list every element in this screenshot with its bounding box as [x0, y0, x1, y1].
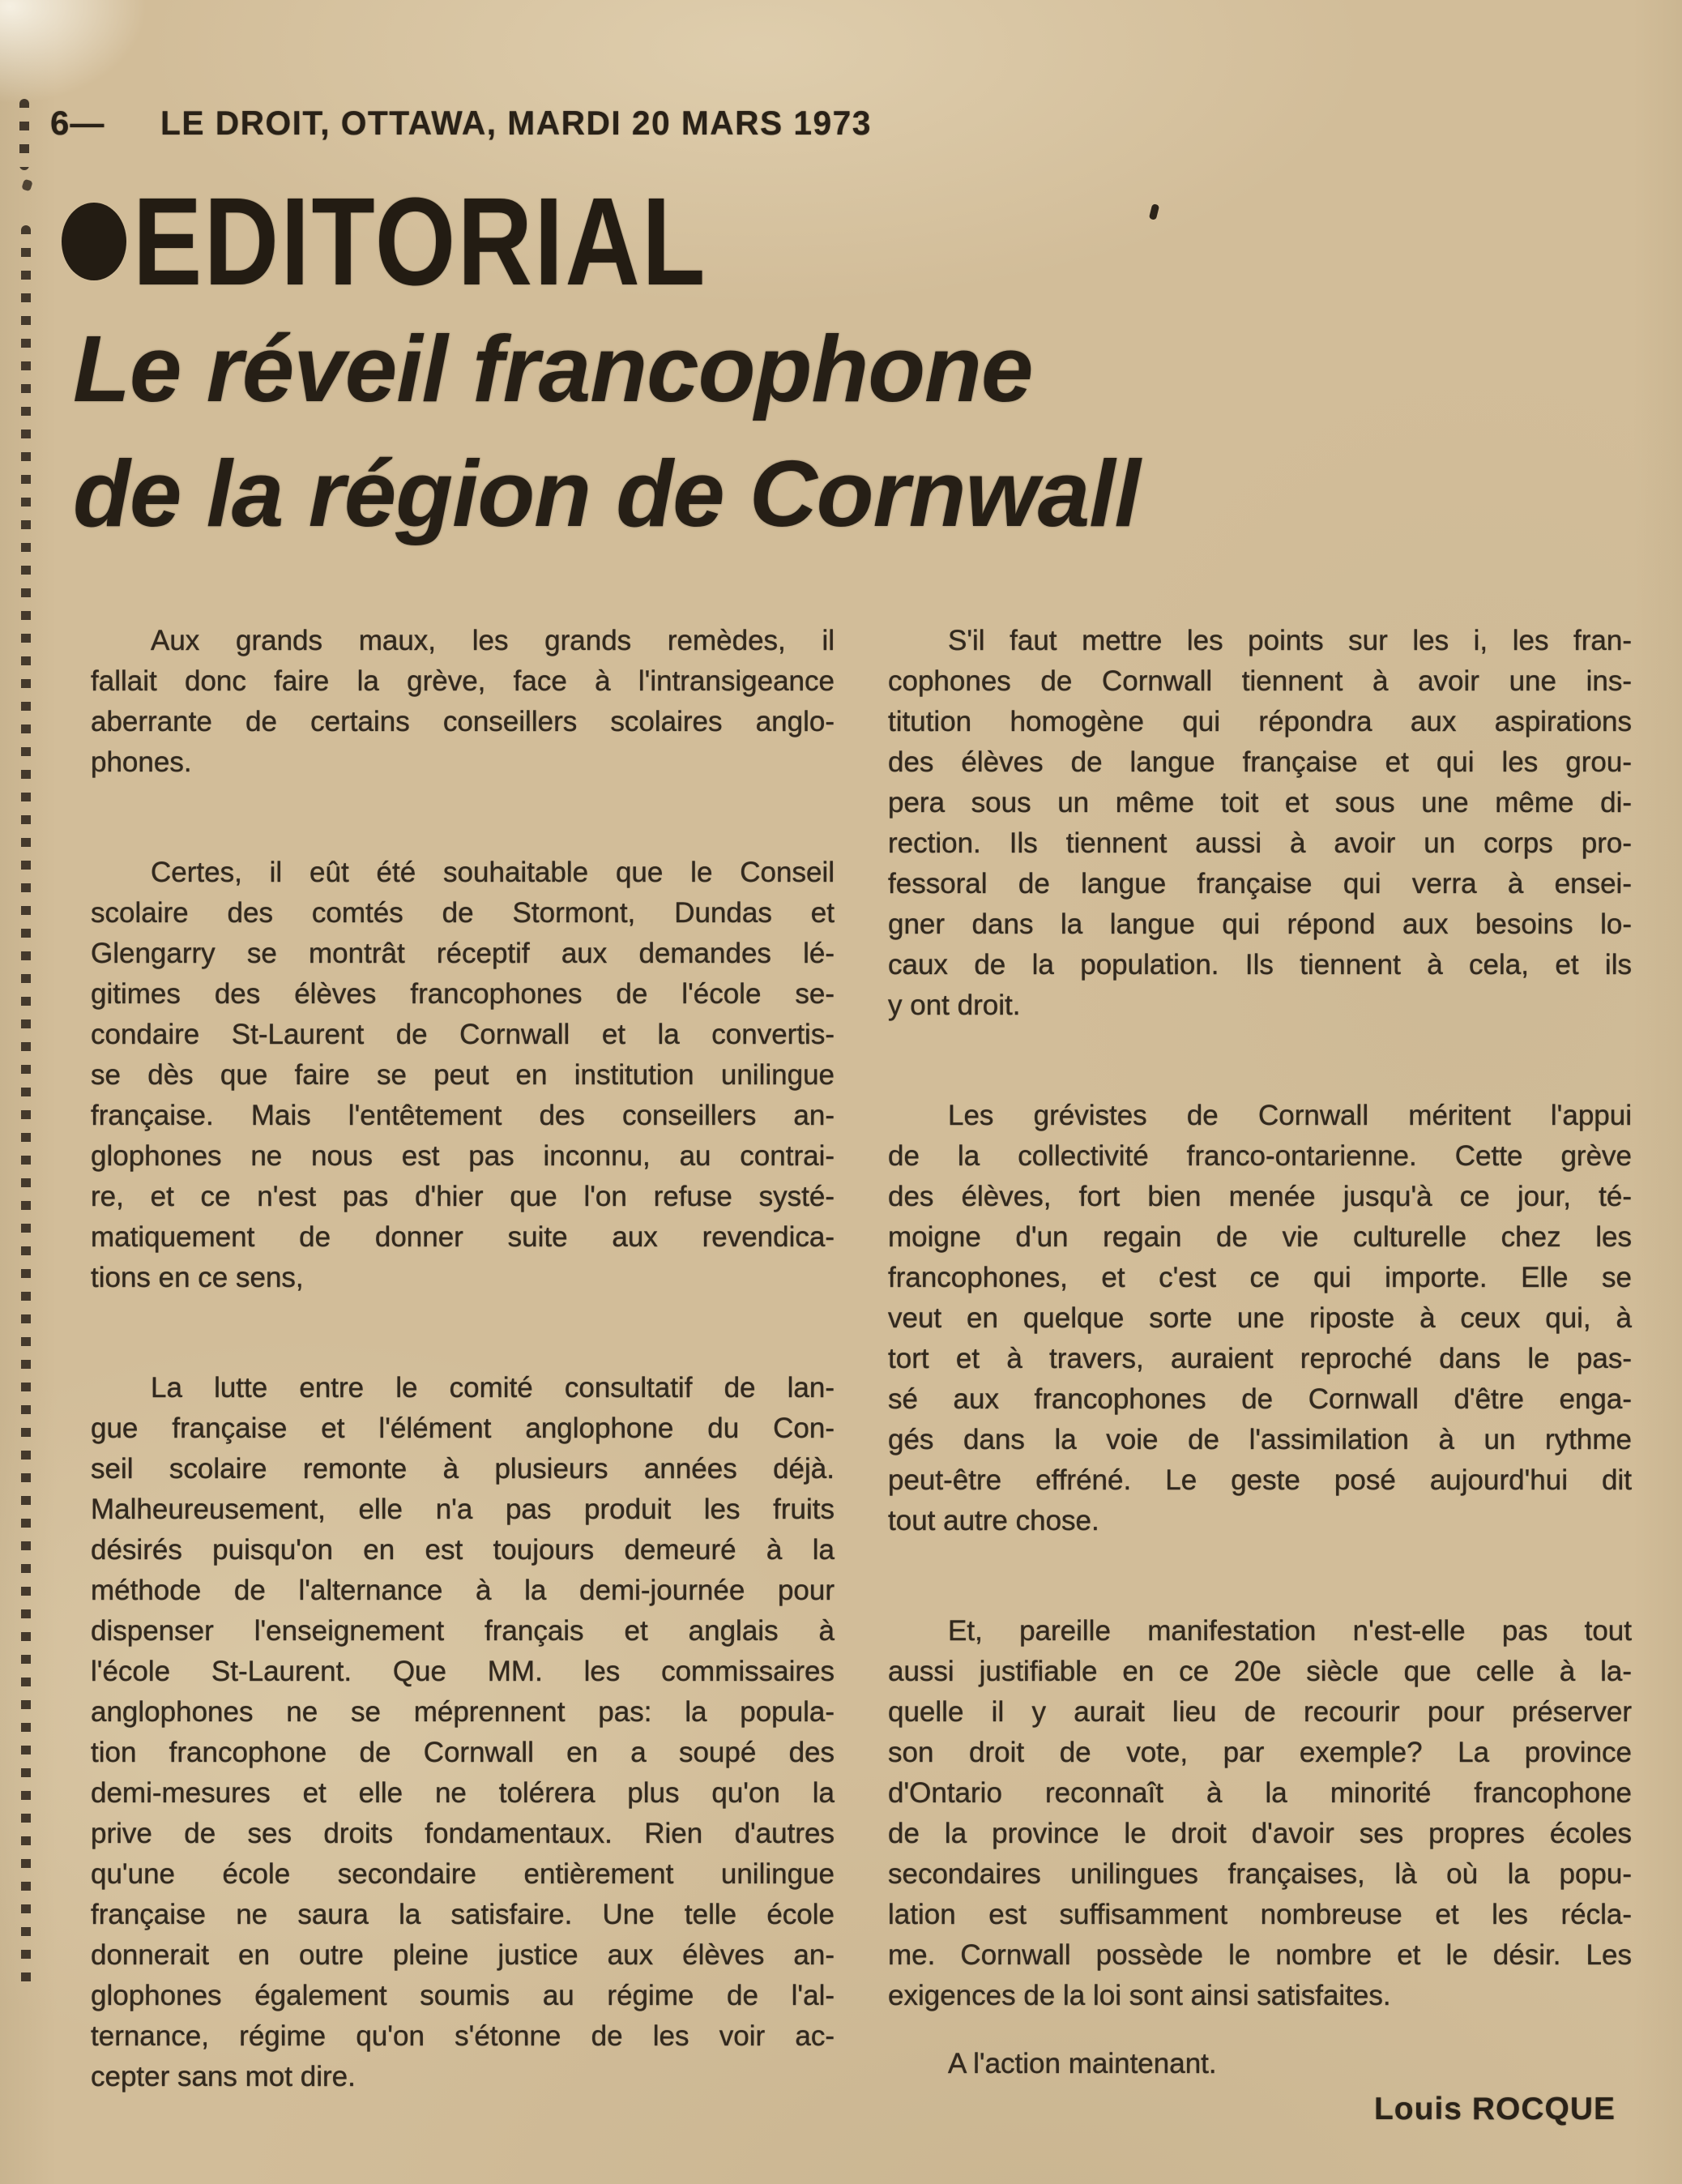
paragraph: [91, 853, 835, 1298]
body-line: seil scolaire remonte à plusieurs années déjà.: [91, 1453, 835, 1485]
body-line: gue française et l'élément anglophone du Con-: [91, 1413, 835, 1444]
body-line: re, et ce n'est pas d'hier que l'on refuse systé-: [91, 1181, 835, 1212]
body-line: fallait donc faire la grève, face à l'intransigeance: [91, 665, 835, 697]
body-line: demi-mesures et elle ne tolérera plus qu'on la: [91, 1777, 835, 1809]
body-line: des élèves de langue française et qui les grou-: [888, 746, 1632, 778]
body-line: méthode de l'alternance à la demi-journée pour: [91, 1575, 835, 1606]
body-line: dispenser l'enseignement français et anglais à: [91, 1615, 835, 1647]
body-line: française. Mais l'entêtement des conseillers an-: [91, 1100, 835, 1131]
body-line: caux de la population. Ils tiennent à cela, et ils: [888, 949, 1632, 981]
body-line: gner dans la langue qui répond aux besoins lo-: [888, 908, 1632, 940]
body-line: condaire St-Laurent de Cornwall et la convertis-: [91, 1019, 835, 1050]
left-perforation-marks-top: [19, 99, 29, 170]
body-line: l'école St-Laurent. Que MM. les commissaires: [91, 1656, 835, 1687]
headline-line-1: Le réveil francophone: [73, 316, 1033, 421]
paragraph: [91, 1368, 835, 2097]
paragraph: [888, 1611, 1632, 2016]
paragraph: [888, 621, 1632, 1026]
closing-line: A l'action maintenant.: [948, 2048, 1217, 2079]
body-line: gés dans la voie de l'assimilation à un rythme: [888, 1424, 1632, 1455]
body-line: aussi justifiable en ce 20e siècle que celle à la-: [888, 1656, 1632, 1687]
body-line: tort et à travers, auraient reproché dans le pas-: [888, 1343, 1632, 1374]
body-line: me. Cornwall possède le nombre et le désir. Les: [888, 1939, 1632, 1971]
body-line: son droit de vote, par exemple? La province: [888, 1737, 1632, 1768]
body-line: qu'une école secondaire entièrement unilingue: [91, 1858, 835, 1890]
body-line: phones.: [91, 746, 192, 778]
body-line: pera sous un même toit et sous une même di-: [888, 787, 1632, 818]
body-line: gitimes des élèves francophones de l'école se-: [91, 978, 835, 1010]
body-line: moigne d'un regain de vie culturelle chez les: [888, 1221, 1632, 1253]
body-line: rection. Ils tiennent aussi à avoir un corps pro-: [888, 827, 1632, 859]
body-line: tions en ce sens,: [91, 1262, 304, 1293]
body-line: Et, pareille manifestation n'est-elle pas tout: [948, 1615, 1632, 1647]
body-line: Glengarry se montrât réceptif aux demandes lé-: [91, 938, 835, 969]
left-perforation-dot: [21, 179, 32, 192]
body-line: Les grévistes de Cornwall méritent l'appui: [948, 1100, 1632, 1131]
body-line: S'il faut mettre les points sur les i, les fran-: [948, 625, 1632, 656]
body-line: secondaires unilingues françaises, là où la popu-: [888, 1858, 1632, 1890]
body-line: cophones de Cornwall tiennent à avoir une ins-: [888, 665, 1632, 697]
body-line: française ne saura la satisfaire. Une telle école: [91, 1899, 835, 1930]
headline-line-2: de la région de Cornwall: [73, 441, 1140, 546]
body-line: tout autre chose.: [888, 1505, 1099, 1536]
body-line: aberrante de certains conseillers scolaires anglo-: [91, 706, 835, 737]
body-line: peut-être effréné. Le geste posé aujourd'hui dit: [888, 1464, 1632, 1496]
body-line: d'Ontario reconnaît à la minorité francophone: [888, 1777, 1632, 1809]
body-line: matiquement de donner suite aux revendica-: [91, 1221, 835, 1253]
body-line: francophones, et c'est ce qui importe. Elle se: [888, 1262, 1632, 1293]
body-line: des élèves, fort bien menée jusqu'à ce jour, té-: [888, 1181, 1632, 1212]
body-line: de la collectivité franco-ontarienne. Cette grève: [888, 1140, 1632, 1172]
body-line: La lutte entre le comité consultatif de lan-: [151, 1372, 835, 1404]
ink-speck: [1149, 203, 1159, 220]
body-line: quelle il y aurait lieu de recourir pour préserver: [888, 1696, 1632, 1728]
body-line: tion francophone de Cornwall en a soupé des: [91, 1737, 835, 1768]
body-line: veut en quelque sorte une riposte à ceux qui, à: [888, 1302, 1632, 1334]
body-line: titution homogène qui répondra aux aspirations: [888, 706, 1632, 737]
body-line: y ont droit.: [888, 989, 1021, 1021]
column-left: [91, 621, 835, 2130]
body-line: sé aux francophones de Cornwall d'être enga-: [888, 1383, 1632, 1415]
body-line: glophones également soumis au régime de l'al-: [91, 1980, 835, 2011]
body-line: de la province le droit d'avoir ses propres écoles: [888, 1818, 1632, 1849]
bullet-icon: [62, 203, 126, 280]
page-number: 6—: [50, 104, 105, 142]
body-line: donnerait en outre pleine justice aux élèves an-: [91, 1939, 835, 1971]
body-line: désirés puisqu'on en est toujours demeuré à la: [91, 1534, 835, 1566]
body-line: lation est suffisamment nombreuse et les récla-: [888, 1899, 1632, 1930]
article-body: [91, 621, 1632, 2130]
body-line: ternance, régime qu'on s'étonne de les voir ac-: [91, 2020, 835, 2052]
paragraph: [888, 1096, 1632, 1541]
author-byline: Louis ROCQUE: [1373, 2092, 1616, 2126]
body-line: anglophones ne se méprennent pas: la popula-: [91, 1696, 835, 1728]
left-perforation-marks: [21, 225, 31, 1992]
body-line: exigences de la loi sont ainsi satisfaites.: [888, 1980, 1391, 2011]
body-line: prive de ses droits fondamentaux. Rien d'autres: [91, 1818, 835, 1849]
body-line: glophones ne nous est pas inconnu, au contrai-: [91, 1140, 835, 1172]
body-line: Malheureusement, elle n'a pas produit les fruits: [91, 1494, 835, 1525]
body-line: fessoral de langue française qui verra à ensei-: [888, 868, 1632, 900]
body-line: se dès que faire se peut en institution unilingue: [91, 1059, 835, 1091]
column-right: [888, 621, 1632, 2130]
masthead: LE DROIT, OTTAWA, MARDI 20 MARS 1973: [160, 104, 872, 142]
body-line: Aux grands maux, les grands remèdes, il: [151, 625, 835, 656]
body-line: Certes, il eût été souhaitable que le Conseil: [151, 857, 835, 888]
editorial-label: [62, 171, 825, 311]
headline: [73, 306, 1140, 556]
editorial-label-text: EDITORIAL: [133, 171, 707, 311]
body-line: cepter sans mot dire.: [91, 2061, 356, 2092]
body-line: scolaire des comtés de Stormont, Dundas et: [91, 897, 835, 929]
paragraph: [91, 621, 835, 783]
